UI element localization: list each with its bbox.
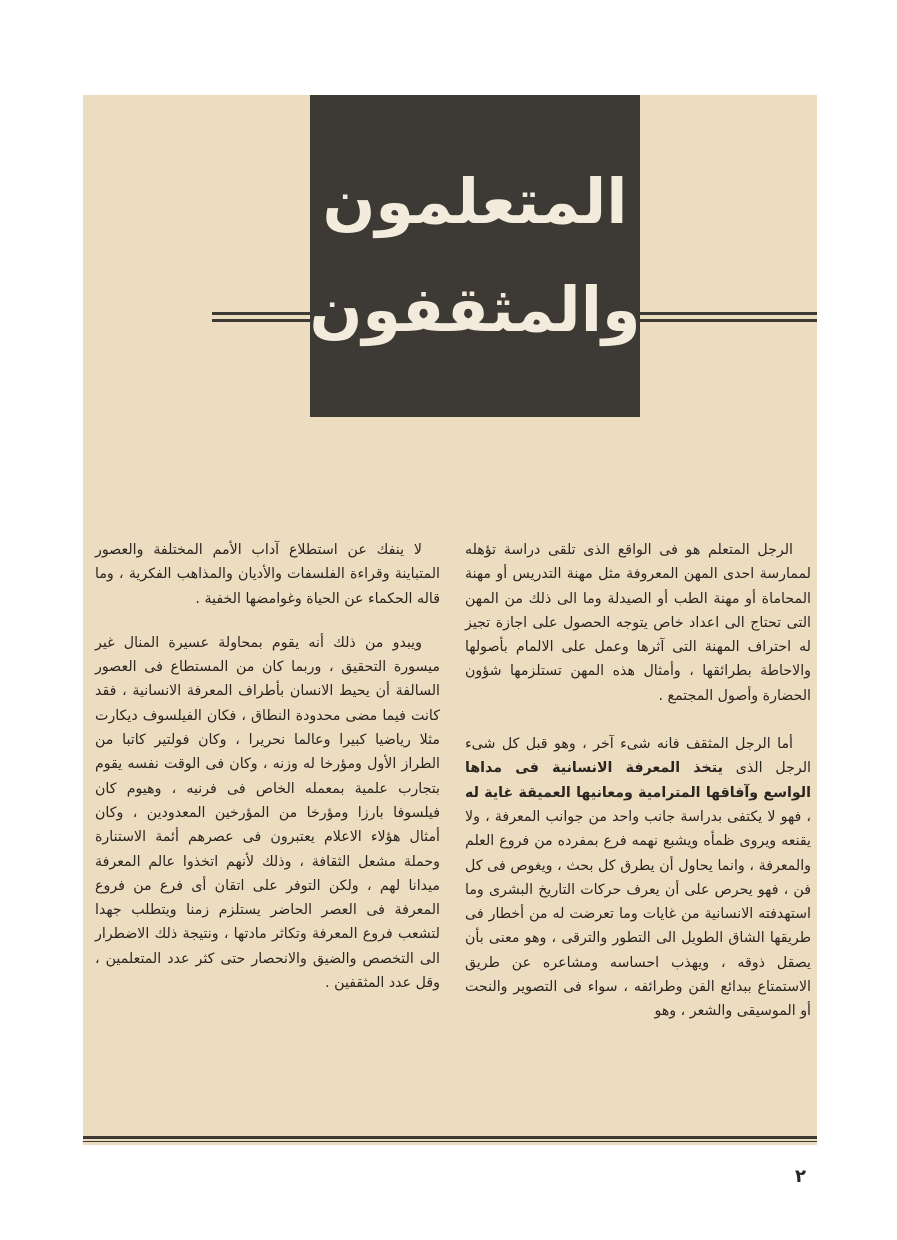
bottom-rule-thin <box>83 1141 817 1142</box>
emphasized-text: يتخذ المعرفة الانسانية فى مداها الواسع وآفاقها المترامية ومعانيها العميقة غاية له <box>465 760 811 801</box>
title-rule-left <box>212 312 310 322</box>
title-line-1: المتعلمون <box>322 164 628 238</box>
title-line-2: والمثقفون <box>309 273 641 346</box>
paragraph-educated-man: الرجل المتعلم هو فى الواقع الذى تلقى دراسة تؤهله لممارسة احدى المهن المعروفة مثل مهنة التدريس أو مهنة المحاماة أو مهنة الطب أو الصيدلة وما الى ذلك من المهن التى تحتاج الى اعداد خاص يتوجه الحصول على اجازة تجيز له احتراف المهنة التى آثرها وعمل على الالمام بأصولها والاحاطة بطرائقها ، وأمثال هذه المهن تستلزمها شؤون الحضارة وأصول المجتمع . <box>465 542 811 704</box>
paragraph-text: ، فهو لا يكتفى بدراسة جانب واحد من جوانب المعرفة ، ولا يقنعه ويروى ظمأه ويشبع نهمه فرع بمفرده من فروع العلم والمعرفة ، وانما يحاول أن يطرق كل بحث ، ويغوص فى كل فن ، فهو يحرص على أن يعرف حركات التاريخ البشرى وما استهدفته الانسانية من غايات وما تعرضت له من أخطار فى طريقها الشاق الطويل الى التطور والترقى ، وهو معنى بأن يصقل ذوقه ، ويهذب احساسه ومشاعره عن طريق الاستمتاع ببدائع الفن وطرائفه ، سواء فى التصوير والنحت أو الموسيقى والشعر ، وهو <box>465 808 811 1020</box>
title-rule-right <box>640 312 817 322</box>
paragraph-continuation: لا ينفك عن استطلاع آداب الأمم المختلفة والعصور المتباينة وقراءة الفلسفات والأديان والمذاهب الفكرية ، وما قاله الحكماء عن الحياة وغوامضها الخفية . <box>95 542 440 607</box>
title-box <box>310 95 640 417</box>
paragraph-specialization: ويبدو من ذلك أنه يقوم بمحاولة عسيرة المنال غير ميسورة التحقيق ، وربما كان من المستطاع فى العصور السالفة أن يحيط الانسان بأطراف المعرفة الانسانية ، فقد كانت فيما مضى محدودة النطاق ، فكان الفيلسوف ديكارت مثلا رياضيا كبيرا وعالما نحريرا ، وكان فولتير كاتبا من الطراز الأول ومؤرخا له وزنه ، وكان فى الوقت نفسه يقوم بتجارب علمية بمعمله الخاص فى فرنيه ، وهيوم كان فيلسوفا بارزا ومؤرخا من المؤرخين المعدودين ، وكان أمثال هؤلاء الاعلام يعتبرون فى عصرهم أئمة الاستنارة وحملة مشعل الثقافة ، وذلك لأنهم اتخذوا عالم المعرفة ميدانا لهم ، ولكن التوفر على اتقان أى فرع من فروع المعرفة فى العصر الحاضر يستلزم زمنا ويتطلب جهدا لتشعب فروع المعرفة وتكاثر مادتها ، ونتيجة ذلك الاضطرار الى التخصص والضيق والانحصار حتى كثر عدد المتعلمين ، وقل عدد المثقفين . <box>95 634 440 992</box>
paragraph-text: أما الرجل المثقف فانه شىء آخر ، وهو قبل كل شىء الرجل الذى <box>465 736 812 777</box>
paragraph-cultured-man <box>465 732 811 1024</box>
page-number: ٢ <box>795 1166 806 1187</box>
article-column-left <box>95 538 440 995</box>
bottom-rule <box>83 1136 817 1139</box>
article-column-right <box>465 538 811 1024</box>
